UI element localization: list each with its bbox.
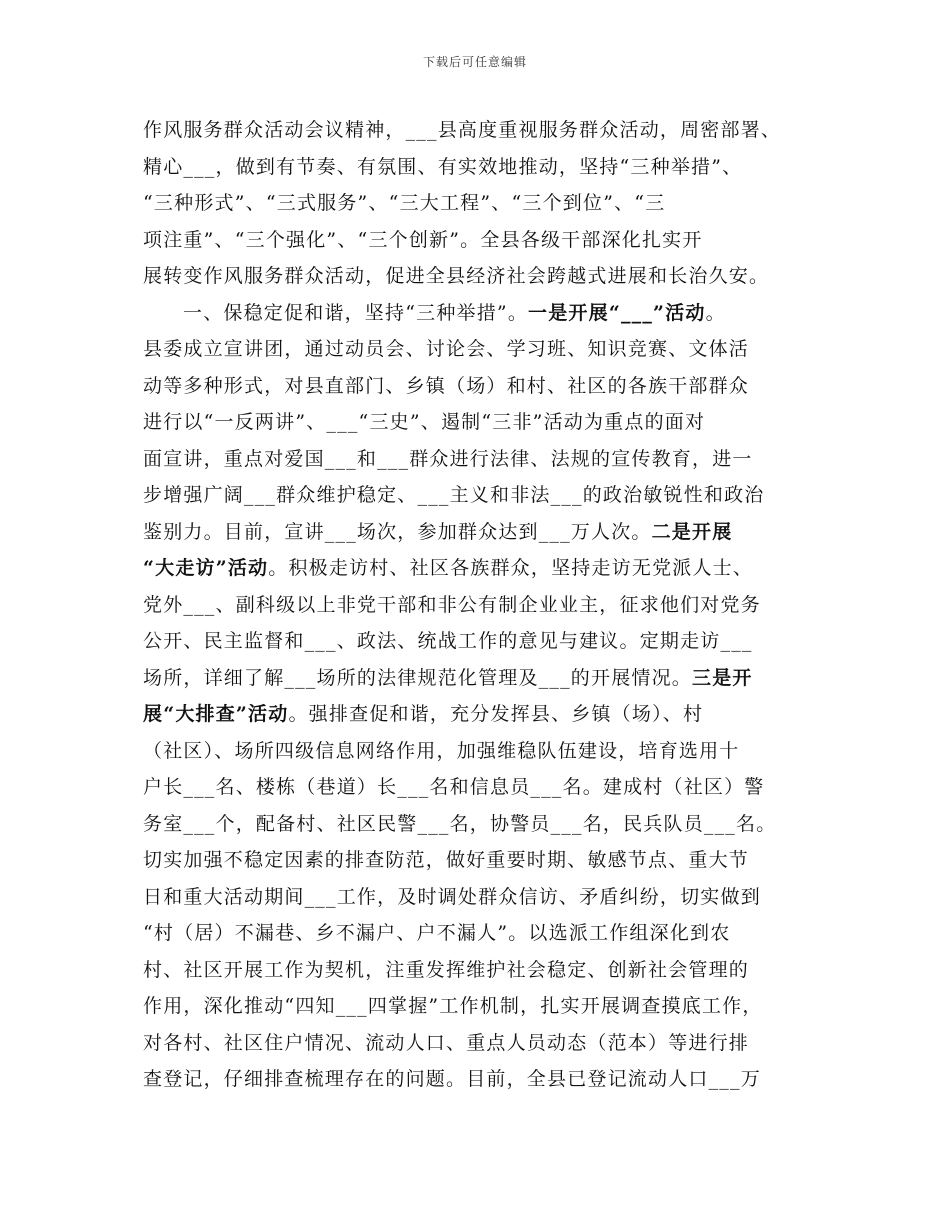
text-segment: 场所，详细了解___场所的法律规范化管理及___的开展情况。	[143, 666, 693, 689]
text-line	[143, 806, 813, 843]
text-line	[143, 842, 813, 879]
text-segment: 。强排查促和谐，充分发挥县、乡镇（场）、村	[288, 703, 704, 725]
text-line	[143, 733, 813, 770]
text-segment: 。积极走访村、社区各族群众，坚持走访无党派人士、	[268, 557, 754, 579]
text-segment: 展转变作风服务群众活动，促进全县经济社会跨越式进展和长治久安。	[143, 265, 770, 287]
text-segment: “三种形式”、“三式服务”、“三大工程”、“三个到位”、“三	[143, 192, 666, 214]
text-segment: 作用，深化推动“四知___四掌握”工作机制，扎实开展调查摸底工作，	[143, 995, 763, 1017]
text-segment: 对各村、社区住户情况、流动人口、重点人员动态（范本）等进行排	[143, 1031, 750, 1054]
text-segment: 精心___，做到有节奏、有氛围、有实效地推动，坚持“三种举措”、	[143, 155, 743, 178]
text-line	[143, 404, 813, 441]
text-segment: 进行以“一反两讲”、___“三史”、遏制“三非”活动为重点的面对	[143, 411, 706, 433]
text-line	[143, 587, 813, 624]
text-line	[143, 185, 813, 222]
text-line	[143, 441, 813, 478]
text-line	[143, 660, 813, 697]
text-segment: 面宣讲，重点对爱国___和___群众进行法律、法规的宣传教育，进一	[143, 447, 753, 470]
text-line	[143, 1061, 813, 1098]
text-line	[143, 769, 813, 806]
text-line	[143, 477, 813, 514]
text-segment: 县委成立宣讲团，通过动员会、讨论会、学习班、知识竞赛、文体活	[143, 338, 750, 360]
text-line	[143, 1025, 813, 1062]
text-segment: 步增强广阔___群众维护稳定、___主义和非法___的政治敏锐性和政治	[143, 484, 765, 506]
text-segment: 切实加强不稳定因素的排查防范，做好重要时期、敏感节点、重大节	[143, 849, 750, 871]
text-line	[143, 952, 813, 989]
text-segment: 公开、民主监督和___、政法、统战工作的意见与建议。定期走访___	[143, 630, 753, 652]
text-segment: 动等多种形式，对县直部门、乡镇（场）和村、社区的各族干部群众	[143, 374, 750, 397]
text-segment: 村、社区开展工作为契机，注重发挥维护社会稳定、创新社会管理的	[143, 958, 750, 981]
text-line	[143, 879, 813, 916]
text-segment: 鉴别力。目前，宣讲___场次，参加群众达到___万人次。	[143, 520, 652, 543]
text-line	[143, 295, 813, 332]
text-segment: 。	[705, 301, 726, 324]
text-segment: 作风服务群众活动会议精神，___县高度重视服务群众活动，周密部署、	[143, 119, 782, 141]
bold-text-segment: 二是开展	[651, 520, 733, 543]
text-line	[143, 915, 813, 952]
bold-text-segment: “大走访”活动	[143, 557, 269, 579]
text-line	[143, 331, 813, 368]
text-segment: （社区）、场所四级信息网络作用，加强维稳队伍建设，培育选用十	[143, 739, 740, 762]
text-line	[143, 222, 813, 259]
text-segment: “村（居）不漏巷、乡不漏户、户不漏人”。以选派工作组深化到农	[143, 922, 731, 944]
text-segment: 务室___个，配备村、社区民警___名，协警员___名，民兵队员___名。	[143, 812, 777, 835]
text-line	[143, 623, 813, 660]
document-body	[143, 112, 813, 1098]
bold-text-segment: 三是开	[692, 666, 753, 689]
text-segment: 户长___名、楼栋（巷道）长___名和信息员___名。建成村（社区）警	[143, 776, 765, 798]
bold-text-segment: 一是开展“___”活动	[528, 301, 706, 324]
text-line	[143, 550, 813, 587]
text-line	[143, 368, 813, 405]
text-line	[143, 696, 813, 733]
text-line	[143, 149, 813, 186]
text-segment: 日和重大活动期间___工作，及时调处群众信访、矛盾纠纷，切实做到	[143, 885, 761, 908]
page-header: 下载后可任意编辑	[422, 55, 527, 69]
text-line	[143, 112, 813, 149]
text-line	[143, 988, 813, 1025]
bold-text-segment: 展“大排查”活动	[143, 703, 289, 725]
text-line	[143, 258, 813, 295]
text-segment: 项注重”、“三个强化”、“三个创新”。全县各级干部深化扎实开	[143, 228, 703, 251]
text-segment: 一、保稳定促和谐，坚持“三种举措”。	[183, 301, 529, 324]
text-line	[143, 514, 813, 551]
text-segment: 查登记，仔细排查梳理存在的问题。目前，全县已登记流动人口___万	[143, 1068, 761, 1090]
text-segment: 党外___、副科级以上非党干部和非公有制企业业主，征求他们对党务	[143, 593, 761, 616]
